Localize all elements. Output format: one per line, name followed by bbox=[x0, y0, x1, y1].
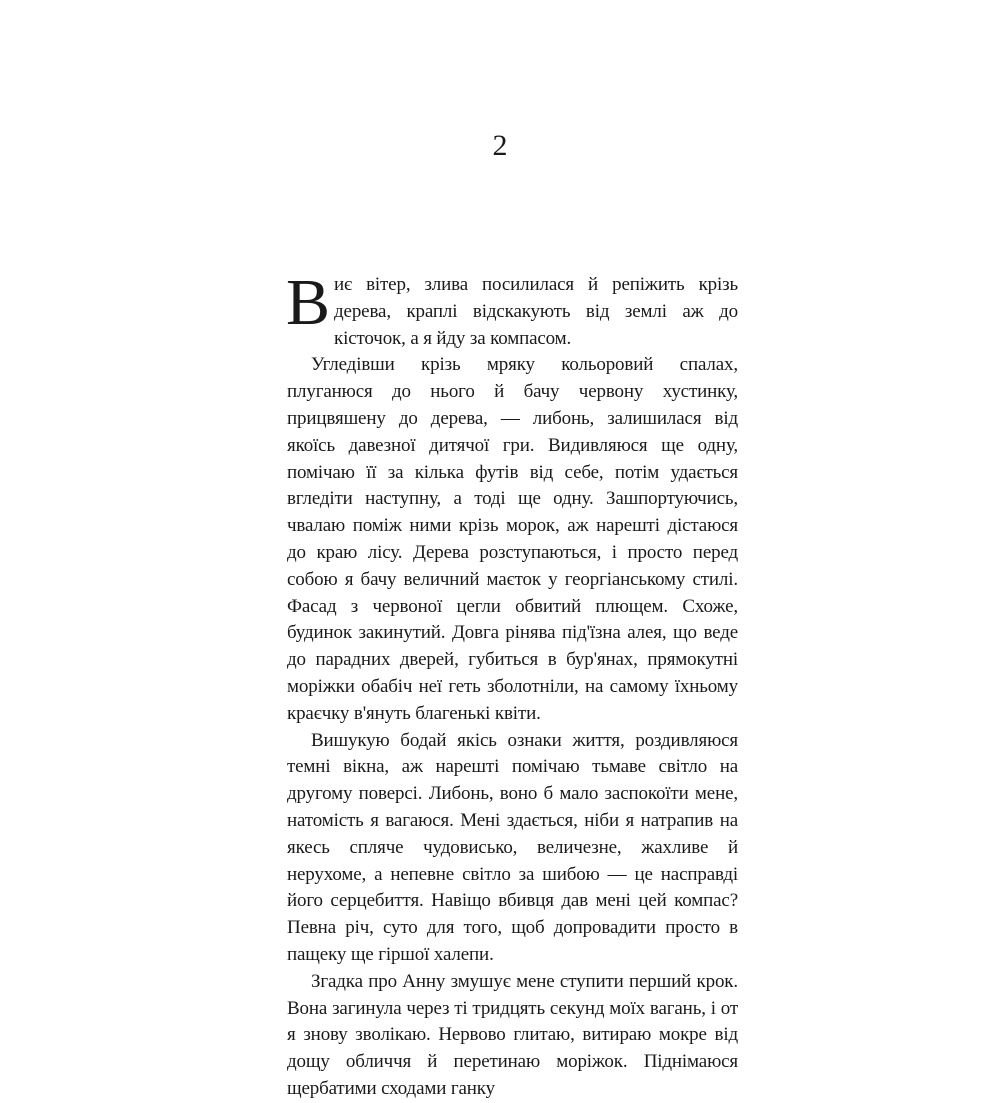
paragraph-1 bbox=[286, 266, 738, 352]
paragraph-3: Вишукую бодай якісь ознаки життя, роздивляюся темні вікна, аж нарешті помічаю тьмаве світло на другому поверсі. Либонь, воно б мало заспокоїти мене, натомість я вагаюся. Мені здається, ніби я натрапив на якесь спляче чудовисько, величезне, жахливе й нерухоме, а непевне світло за шибою — це насправді його серцебиття. Навіщо вбивця дав мені цей компас? Певна річ, суто для того, щоб допровадити просто в пащеку ще гіршої халепи. bbox=[287, 729, 738, 965]
body-text bbox=[286, 266, 738, 1103]
drop-cap: В bbox=[286, 266, 331, 339]
paragraph-4: Згадка про Анну змушує мене ступити перший крок. Вона загинула через ті тридцять секунд моїх вагань, і от я знову зволікаю. Нервово глитаю, витираю мокре від дощу обличчя й перетинаю моріжок. Піднімаюся щербатими сходами ганку bbox=[287, 970, 738, 1099]
paragraph-2: Угледівши крізь мряку кольоровий спалах, плуганюся до нього й бачу червону хустинку, прицвяшену до дерева, — либонь, залишилася від якоїсь давезної дитячої гри. Видивляюся ще одну, помічаю її за кілька футів від себе, потім удається вгледіти наступну, а тоді ще одну. Зашпортуючись, чвалаю поміж ними крізь морок, аж нарешті дістаюся до краю лісу. Дерева розступаються, і просто перед собою я бачу величний маєток у георгіанському стилі. Фасад з червоної цегли обвитий плющем. Схоже, будинок закинутий. Довга рінява під'їзна алея, що веде до парадних дверей, губиться в бур'янах, прямокутні моріжки обабіч неї геть зболотніли, на самому їхньому краєчку в'януть благенькі квіти. bbox=[287, 354, 738, 724]
chapter-number: 2 bbox=[492, 129, 508, 162]
paragraph-1-text: иє вітер, злива посилилася й репіжить крізь дерева, краплі відскакують від землі аж до кісточок, а я йду за компасом. bbox=[334, 274, 738, 349]
